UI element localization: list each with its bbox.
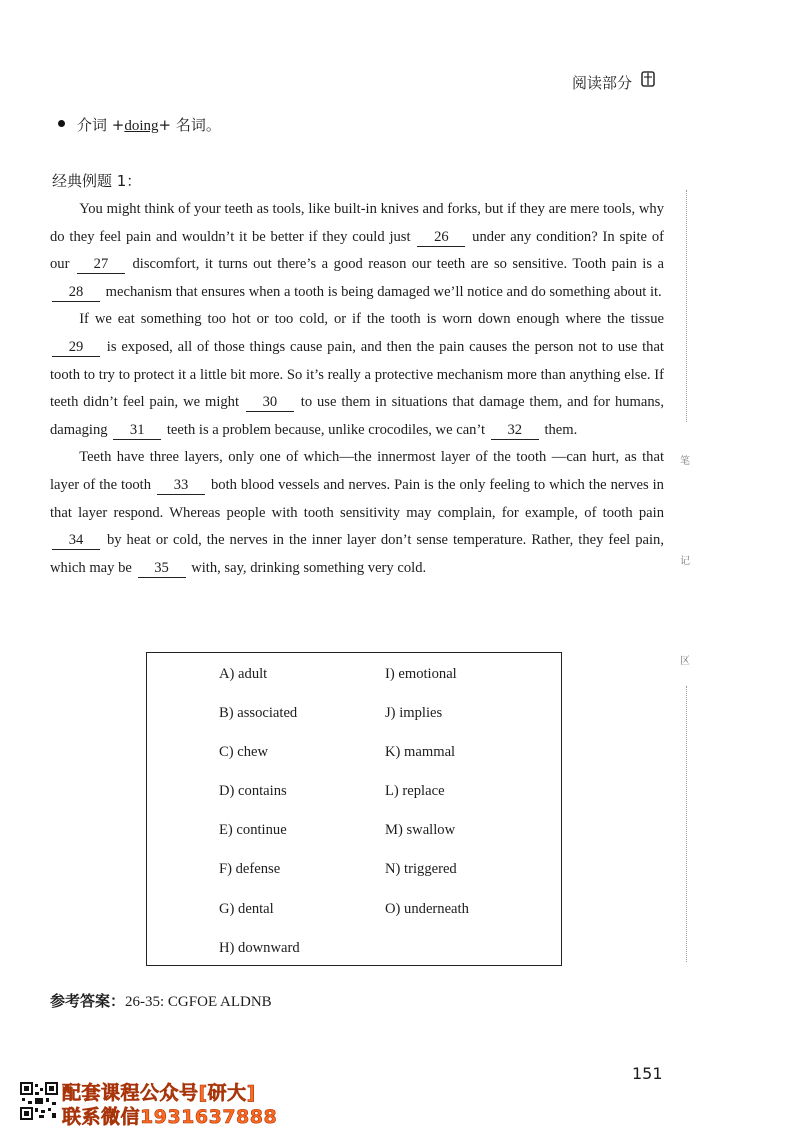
answer-key [50, 990, 272, 1011]
word-bank-right-column [385, 663, 469, 937]
option-i[interactable]: I) emotional [385, 666, 457, 682]
option-e[interactable]: E) continue [219, 822, 287, 839]
blank-30[interactable]: 30 [246, 393, 294, 412]
option-h[interactable]: H) downward [219, 939, 300, 956]
option-a[interactable]: A) adult [219, 666, 268, 682]
word-bank [146, 652, 562, 966]
option-j[interactable]: J) implies [385, 705, 443, 722]
paragraph-1: You might think of your teeth as tools, like built-in knives and forks, but if they are mere tools, why do they feel pain and wouldn’t it be better if they could just 26 under any condition? In spite of our 27 discomfort, it turns out there’s a good reason our teeth are so sensitive. Tooth pain is a 28 mechanism that ensures when a tooth is being damaged we’ll notice and do something about it. [50, 201, 664, 300]
notes-dotted-line-bottom [686, 686, 687, 962]
option-d[interactable]: D) contains [219, 783, 287, 800]
answer-value: 26-35: CGFOE ALDNB [125, 994, 272, 1010]
option-b[interactable]: B) associated [219, 705, 298, 722]
blank-28[interactable]: 28 [52, 283, 100, 302]
blank-31[interactable]: 31 [113, 421, 161, 440]
blank-35[interactable]: 35 [138, 559, 186, 578]
option-k[interactable]: K) mammal [385, 744, 456, 761]
blank-29[interactable]: 29 [52, 338, 100, 357]
option-f[interactable]: F) defense [219, 861, 281, 878]
qr-code-icon [20, 1082, 58, 1120]
option-m[interactable]: M) swallow [385, 822, 456, 839]
blank-33[interactable]: 33 [157, 476, 205, 495]
promo-line-1: 配套课程公众号[研大] [62, 1082, 256, 1104]
page-number: 151 [632, 1064, 663, 1083]
blank-32[interactable]: 32 [491, 421, 539, 440]
notes-dotted-line-top [686, 190, 687, 422]
option-n[interactable]: N) triggered [385, 861, 457, 878]
paragraph-3: Teeth have three layers, only one of which—the innermost layer of the tooth —can hurt, as that layer of the tooth 33 both blood vessels and nerves. Pain is the only feeling to which the nerves in that layer respond. Whereas people with tooth sensitivity may complain, for example, of tooth pain 34 by heat or cold, the nerves in the inner layer don’t sense temperature. Rather, they feel pain, which may be 35 with, say, drinking something very cold. [50, 449, 664, 576]
reading-passage [50, 196, 664, 582]
underlined-word: doing [124, 118, 159, 134]
promo-line-2: 联系微信1931637888 [62, 1106, 278, 1128]
option-c[interactable]: C) chew [219, 744, 269, 761]
option-o[interactable]: O) underneath [385, 900, 469, 917]
paragraph-2: If we eat something too hot or too cold, or if the tooth is worn down enough where the tissue 29 is exposed, all of those things cause pain, and then the pain causes the person not to use that tooth to try to protect it a little bit more. So it’s really a protective mechanism more than anything else. If teeth didn’t feel pain, we might 30 to use them in situations that damage them, and for humans, damaging 31 teeth is a problem because, unlike crocodiles, we can’t 32 them. [50, 311, 664, 438]
option-l[interactable]: L) replace [385, 783, 445, 800]
notes-label-3: 区 [680, 656, 690, 667]
blank-34[interactable]: 34 [52, 531, 100, 550]
blank-26[interactable]: 26 [417, 228, 465, 247]
grammar-rule: 介词 +doing+ 名词。 [58, 114, 221, 135]
notes-label-1: 笔 [680, 456, 690, 467]
book-logo-icon [640, 70, 656, 88]
option-g[interactable]: G) dental [219, 900, 274, 917]
section-title: 阅读部分 [571, 74, 632, 92]
bullet-icon [58, 120, 65, 127]
notes-label-2: 记 [680, 556, 690, 567]
blank-27[interactable]: 27 [77, 255, 125, 274]
example-heading: 经典例题 1： [52, 172, 142, 190]
answer-label: 参考答案： [50, 992, 126, 1010]
word-bank-left-column [219, 663, 300, 976]
